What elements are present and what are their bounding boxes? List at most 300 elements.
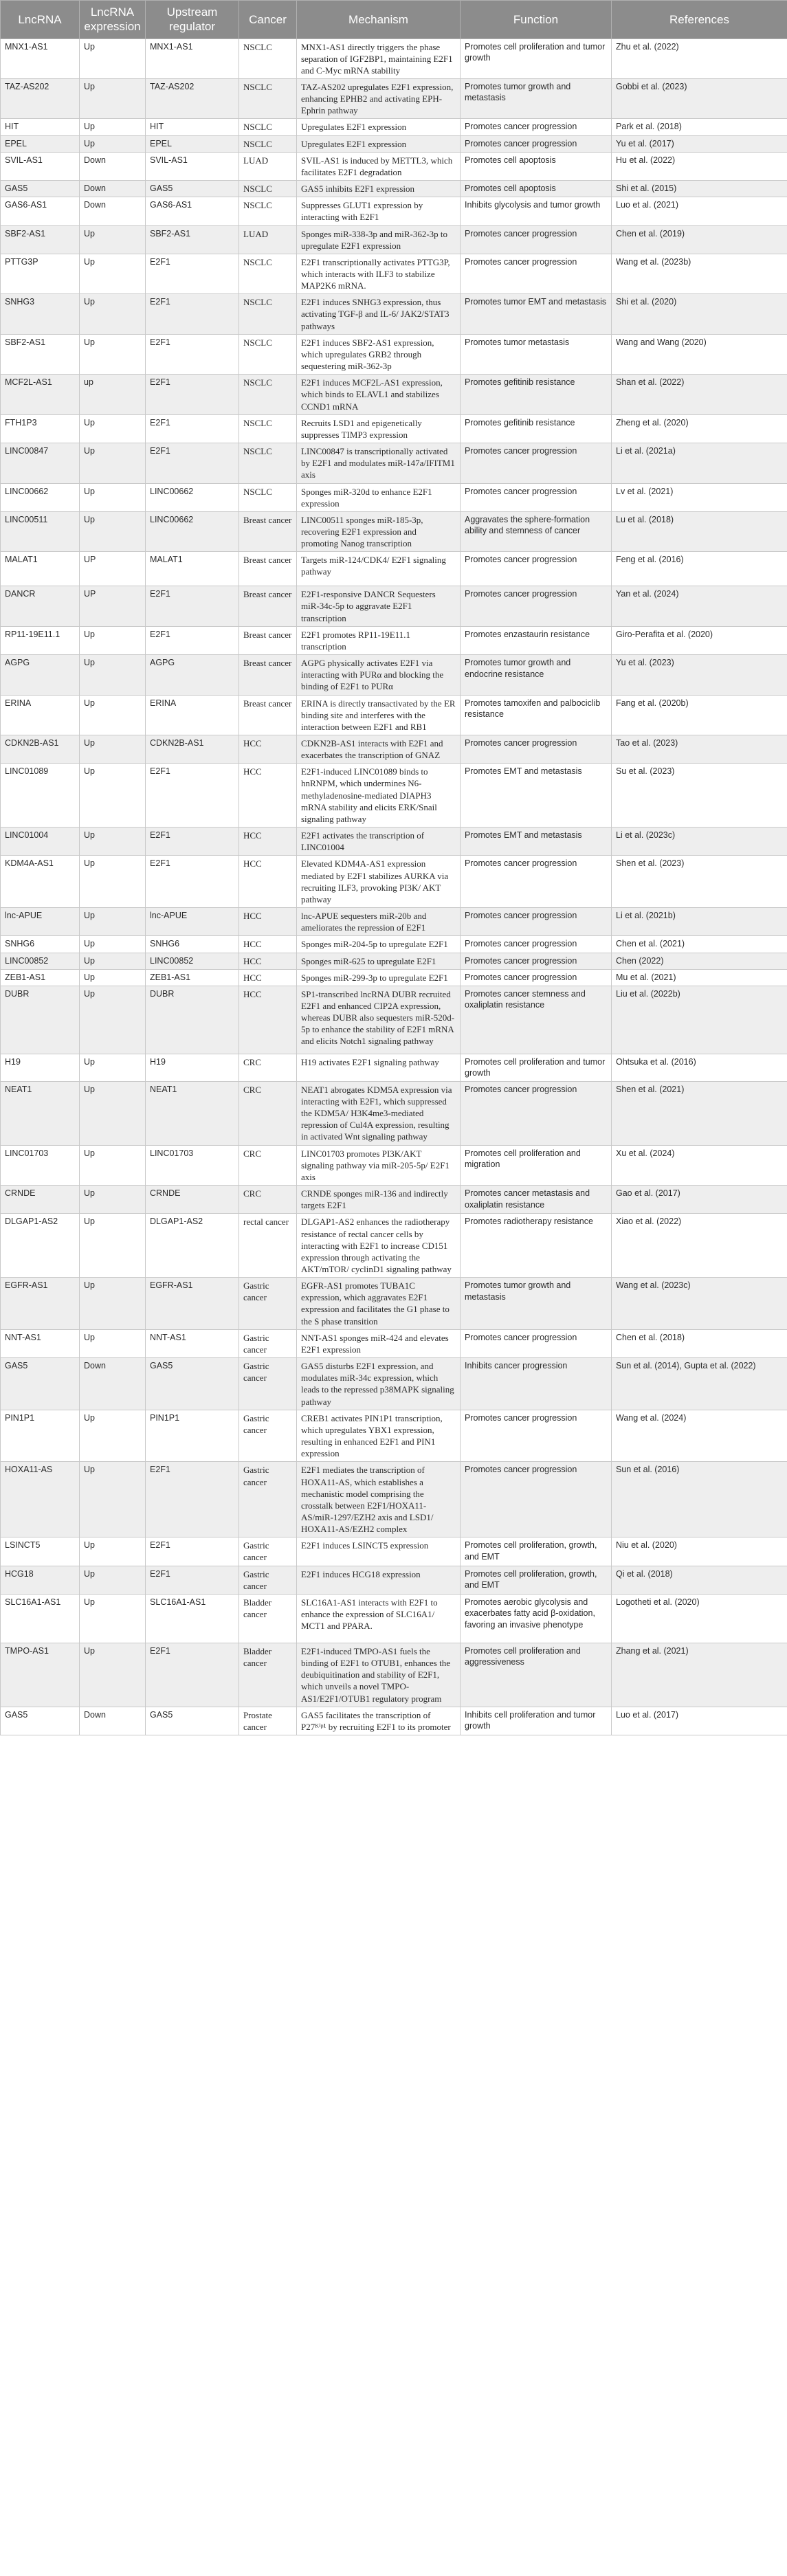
table-row	[1, 908, 787, 936]
lncrna-cell: CDKN2B-AS1	[1, 735, 80, 764]
lncrna-cell: PTTG3P	[1, 254, 80, 293]
expression-cell: Up	[80, 414, 146, 443]
function-cell: Inhibits glycolysis and tumor growth	[461, 197, 612, 225]
mechanism-cell: MNX1-AS1 directly triggers the phase separation of IGF2BP1, maintaining E2F1 and C-Myc mRNA stability	[297, 38, 461, 78]
cancer-cell: Gastric cancer	[239, 1566, 297, 1594]
function-cell: Promotes EMT and metastasis	[461, 828, 612, 856]
table-row	[1, 695, 787, 735]
cancer-cell: CRC	[239, 1186, 297, 1214]
cancer-cell: LUAD	[239, 152, 297, 180]
regulator-cell: SNHG6	[146, 936, 239, 953]
header-cancer: Cancer	[239, 1, 297, 39]
cancer-cell: NSCLC	[239, 78, 297, 118]
cancer-cell: HCC	[239, 986, 297, 1054]
regulator-cell: E2F1	[146, 1537, 239, 1566]
table-row	[1, 1329, 787, 1357]
regulator-cell: ZEB1-AS1	[146, 969, 239, 986]
table-row	[1, 135, 787, 152]
table-row	[1, 197, 787, 225]
expression-cell: Down	[80, 181, 146, 197]
mechanism-cell: EGFR-AS1 promotes TUBA1C expression, which aggravates E2F1 expression and facilitates the G1 phase to the S phase transition	[297, 1278, 461, 1330]
lncrna-cell: ZEB1-AS1	[1, 969, 80, 986]
mechanism-cell: Sponges miR-625 to upregulate E2F1	[297, 953, 461, 969]
lncrna-cell: SNHG6	[1, 936, 80, 953]
cancer-cell: CRC	[239, 1054, 297, 1081]
expression-cell: Up	[80, 1410, 146, 1462]
function-cell: Inhibits cancer progression	[461, 1358, 612, 1410]
cancer-cell: NSCLC	[239, 135, 297, 152]
reference-cell: Chen (2022)	[612, 953, 787, 969]
function-cell: Promotes cancer progression	[461, 483, 612, 511]
expression-cell: Up	[80, 1329, 146, 1357]
reference-cell: Shan et al. (2022)	[612, 375, 787, 414]
mechanism-cell: E2F1 induces MCF2L-AS1 expression, which binds to ELAVL1 and stabilizes CCND1 mRNA	[297, 375, 461, 414]
reference-cell: Li et al. (2023c)	[612, 828, 787, 856]
cancer-cell: HCC	[239, 764, 297, 828]
function-cell: Promotes aerobic glycolysis and exacerbates fatty acid β-oxidation, favoring an invasive phenotype	[461, 1594, 612, 1643]
cancer-cell: rectal cancer	[239, 1214, 297, 1278]
regulator-cell: E2F1	[146, 1462, 239, 1537]
cancer-cell: HCC	[239, 953, 297, 969]
mechanism-cell: DLGAP1-AS2 enhances the radiotherapy resistance of rectal cancer cells by interacting with E2F1 to increase CD151 expression through activating the AKT/mTOR/ cyclinD1 signaling pathway	[297, 1214, 461, 1278]
expression-cell: Down	[80, 197, 146, 225]
mechanism-cell: E2F1-responsive DANCR Sequesters miR-34c-5p to aggravate E2F1 transcription	[297, 586, 461, 626]
mechanism-cell: Sponges miR-338-3p and miR-362-3p to upregulate E2F1 expression	[297, 225, 461, 254]
table-row	[1, 1054, 787, 1081]
header-upstream-regulator: Upstream regulator	[146, 1, 239, 39]
function-cell: Promotes cancer metastasis and oxaliplatin resistance	[461, 1186, 612, 1214]
cancer-cell: NSCLC	[239, 119, 297, 135]
lncrna-cell: ERINA	[1, 695, 80, 735]
cancer-cell: Gastric cancer	[239, 1537, 297, 1566]
reference-cell: Niu et al. (2020)	[612, 1537, 787, 1566]
mechanism-cell: Suppresses GLUT1 expression by interacting with E2F1	[297, 197, 461, 225]
mechanism-cell: GAS5 facilitates the transcription of P27ᴷⁱᵖ¹ by recruiting E2F1 to its promoter	[297, 1707, 461, 1735]
cancer-cell: HCC	[239, 856, 297, 908]
mechanism-cell: Recruits LSD1 and epigenetically suppresses TIMP3 expression	[297, 414, 461, 443]
table-row	[1, 414, 787, 443]
function-cell: Promotes cancer progression	[461, 908, 612, 936]
table-row	[1, 375, 787, 414]
expression-cell: up	[80, 375, 146, 414]
expression-cell: Down	[80, 1707, 146, 1735]
cancer-cell: LUAD	[239, 225, 297, 254]
reference-cell: Logotheti et al. (2020)	[612, 1594, 787, 1643]
function-cell: Promotes cell proliferation and tumor growth	[461, 38, 612, 78]
table-row	[1, 181, 787, 197]
function-cell: Promotes cancer progression	[461, 969, 612, 986]
table-row	[1, 1707, 787, 1735]
expression-cell: Up	[80, 695, 146, 735]
cancer-cell: NSCLC	[239, 254, 297, 293]
mechanism-cell: NNT-AS1 sponges miR-424 and elevates E2F1 expression	[297, 1329, 461, 1357]
lncrna-cell: DLGAP1-AS2	[1, 1214, 80, 1278]
function-cell: Promotes cancer progression	[461, 135, 612, 152]
mechanism-cell: E2F1 mediates the transcription of HOXA11-AS, which establishes a mechanistic model comprising the crosstalk between E2F1/HOXA11-AS/miR-1297/EZH2 axis and LSD1/ HOXA11-AS/EZH2 complex	[297, 1462, 461, 1537]
lncrna-cell: lnc-APUE	[1, 908, 80, 936]
function-cell: Promotes tumor growth and metastasis	[461, 1278, 612, 1330]
cancer-cell: NSCLC	[239, 443, 297, 483]
lncrna-cell: SVIL-AS1	[1, 152, 80, 180]
expression-cell: Up	[80, 655, 146, 695]
table-row	[1, 1358, 787, 1410]
lncrna-cell: SBF2-AS1	[1, 334, 80, 374]
lncrna-cell: LINC01089	[1, 764, 80, 828]
expression-cell: Up	[80, 225, 146, 254]
header-lncrna: LncRNA	[1, 1, 80, 39]
cancer-cell: Bladder cancer	[239, 1643, 297, 1707]
expression-cell: Up	[80, 969, 146, 986]
table-row	[1, 969, 787, 986]
cancer-cell: NSCLC	[239, 414, 297, 443]
reference-cell: Yu et al. (2017)	[612, 135, 787, 152]
table-row	[1, 764, 787, 828]
mechanism-cell: Sponges miR-204-5p to upregulate E2F1	[297, 936, 461, 953]
cancer-cell: Breast cancer	[239, 586, 297, 626]
table-row	[1, 1643, 787, 1707]
mechanism-cell: AGPG physically activates E2F1 via interacting with PURα and blocking the binding of E2F1 to PURα	[297, 655, 461, 695]
cancer-cell: CRC	[239, 1081, 297, 1145]
table-row	[1, 1594, 787, 1643]
regulator-cell: AGPG	[146, 655, 239, 695]
function-cell: Promotes cancer progression	[461, 735, 612, 764]
mechanism-cell: GAS5 disturbs E2F1 expression, and modulates miR-34c expression, which leads to the repressed p38MAPK signaling pathway	[297, 1358, 461, 1410]
cancer-cell: Prostate cancer	[239, 1707, 297, 1735]
cancer-cell: Breast cancer	[239, 695, 297, 735]
expression-cell: Up	[80, 828, 146, 856]
table-row	[1, 119, 787, 135]
mechanism-cell: SVIL-AS1 is induced by METTL3, which facilitates E2F1 degradation	[297, 152, 461, 180]
table-row	[1, 626, 787, 654]
mechanism-cell: E2F1 activates the transcription of LINC01004	[297, 828, 461, 856]
expression-cell: Up	[80, 1081, 146, 1145]
lncrna-cell: GAS5	[1, 181, 80, 197]
function-cell: Promotes cancer progression	[461, 225, 612, 254]
lncrna-cell: GAS5	[1, 1707, 80, 1735]
cancer-cell: NSCLC	[239, 38, 297, 78]
cancer-cell: Breast cancer	[239, 552, 297, 586]
header-row	[1, 1, 787, 39]
reference-cell: Shi et al. (2015)	[612, 181, 787, 197]
reference-cell: Sun et al. (2014), Gupta et al. (2022)	[612, 1358, 787, 1410]
cancer-cell: HCC	[239, 969, 297, 986]
reference-cell: Fang et al. (2020b)	[612, 695, 787, 735]
lncrna-cell: GAS6-AS1	[1, 197, 80, 225]
regulator-cell: E2F1	[146, 1643, 239, 1707]
expression-cell: Up	[80, 1537, 146, 1566]
lncrna-cell: RP11-19E11.1	[1, 626, 80, 654]
expression-cell: Up	[80, 1214, 146, 1278]
expression-cell: Up	[80, 1054, 146, 1081]
expression-cell: UP	[80, 552, 146, 586]
reference-cell: Sun et al. (2016)	[612, 1462, 787, 1537]
reference-cell: Su et al. (2023)	[612, 764, 787, 828]
expression-cell: Up	[80, 294, 146, 334]
table-row	[1, 828, 787, 856]
regulator-cell: NNT-AS1	[146, 1329, 239, 1357]
table-row	[1, 225, 787, 254]
mechanism-cell: E2F1 induces HCG18 expression	[297, 1566, 461, 1594]
reference-cell: Lv et al. (2021)	[612, 483, 787, 511]
function-cell: Promotes enzastaurin resistance	[461, 626, 612, 654]
reference-cell: Ohtsuka et al. (2016)	[612, 1054, 787, 1081]
reference-cell: Gobbi et al. (2023)	[612, 78, 787, 118]
expression-cell: Up	[80, 1145, 146, 1185]
reference-cell: Yan et al. (2024)	[612, 586, 787, 626]
expression-cell: Up	[80, 334, 146, 374]
lncrna-cell: EPEL	[1, 135, 80, 152]
regulator-cell: E2F1	[146, 375, 239, 414]
table-body	[1, 38, 787, 1735]
mechanism-cell: E2F1 transcriptionally activates PTTG3P, which interacts with ILF3 to stabilize MAP2K6 mRNA.	[297, 254, 461, 293]
table-row	[1, 735, 787, 764]
reference-cell: Zhang et al. (2021)	[612, 1643, 787, 1707]
regulator-cell: SLC16A1-AS1	[146, 1594, 239, 1643]
cancer-cell: HCC	[239, 828, 297, 856]
regulator-cell: LINC00662	[146, 483, 239, 511]
expression-cell: Up	[80, 1643, 146, 1707]
table-row	[1, 334, 787, 374]
function-cell: Promotes cancer progression	[461, 936, 612, 953]
regulator-cell: H19	[146, 1054, 239, 1081]
reference-cell: Wang et al. (2023c)	[612, 1278, 787, 1330]
reference-cell: Park et al. (2018)	[612, 119, 787, 135]
function-cell: Promotes tumor growth and endocrine resistance	[461, 655, 612, 695]
function-cell: Promotes cancer progression	[461, 1462, 612, 1537]
regulator-cell: DUBR	[146, 986, 239, 1054]
cancer-cell: NSCLC	[239, 181, 297, 197]
mechanism-cell: CDKN2B-AS1 interacts with E2F1 and exacerbates the transcription of GNAZ	[297, 735, 461, 764]
reference-cell: Hu et al. (2022)	[612, 152, 787, 180]
header-mechanism: Mechanism	[297, 1, 461, 39]
reference-cell: Shen et al. (2023)	[612, 856, 787, 908]
mechanism-cell: NEAT1 abrogates KDM5A expression via interacting with E2F1, which suppressed the KDM5A/ H3K4me3-mediated repression of Cul4A expression, resulting in activated Wnt signaling pathway	[297, 1081, 461, 1145]
lncrna-cell: GAS5	[1, 1358, 80, 1410]
regulator-cell: EGFR-AS1	[146, 1278, 239, 1330]
cancer-cell: Breast cancer	[239, 511, 297, 551]
function-cell: Promotes cancer stemness and oxaliplatin resistance	[461, 986, 612, 1054]
regulator-cell: E2F1	[146, 626, 239, 654]
lncrna-cell: AGPG	[1, 655, 80, 695]
reference-cell: Zheng et al. (2020)	[612, 414, 787, 443]
mechanism-cell: LINC01703 promotes PI3K/AKT signaling pathway via miR-205-5p/ E2F1 axis	[297, 1145, 461, 1185]
lncrna-cell: MCF2L-AS1	[1, 375, 80, 414]
regulator-cell: E2F1	[146, 764, 239, 828]
lncrna-cell: LINC00847	[1, 443, 80, 483]
table-row	[1, 1186, 787, 1214]
regulator-cell: E2F1	[146, 1566, 239, 1594]
lncrna-cell: KDM4A-AS1	[1, 856, 80, 908]
regulator-cell: E2F1	[146, 254, 239, 293]
table-row	[1, 953, 787, 969]
regulator-cell: E2F1	[146, 443, 239, 483]
regulator-cell: LINC00662	[146, 511, 239, 551]
lncrna-cell: NEAT1	[1, 1081, 80, 1145]
function-cell: Promotes EMT and metastasis	[461, 764, 612, 828]
expression-cell: Up	[80, 443, 146, 483]
function-cell: Inhibits cell proliferation and tumor growth	[461, 1707, 612, 1735]
regulator-cell: SVIL-AS1	[146, 152, 239, 180]
lncrna-cell: TMPO-AS1	[1, 1643, 80, 1707]
regulator-cell: ERINA	[146, 695, 239, 735]
table-row	[1, 552, 787, 586]
expression-cell: Up	[80, 119, 146, 135]
function-cell: Promotes cell proliferation, growth, and EMT	[461, 1537, 612, 1566]
mechanism-cell: Sponges miR-320d to enhance E2F1 expression	[297, 483, 461, 511]
table-row	[1, 936, 787, 953]
function-cell: Promotes cancer progression	[461, 119, 612, 135]
mechanism-cell: Targets miR-124/CDK4/ E2F1 signaling pathway	[297, 552, 461, 586]
regulator-cell: GAS5	[146, 181, 239, 197]
reference-cell: Luo et al. (2017)	[612, 1707, 787, 1735]
function-cell: Promotes cell proliferation and migration	[461, 1145, 612, 1185]
cancer-cell: Bladder cancer	[239, 1594, 297, 1643]
mechanism-cell: CREB1 activates PIN1P1 transcription, which upregulates YBX1 expression, resulting in enhanced E2F1 and PIN1 expression	[297, 1410, 461, 1462]
reference-cell: Gao et al. (2017)	[612, 1186, 787, 1214]
mechanism-cell: TAZ-AS202 upregulates E2F1 expression, enhancing EPHB2 and activating EPH-Ephrin pathway	[297, 78, 461, 118]
regulator-cell: EPEL	[146, 135, 239, 152]
regulator-cell: GAS5	[146, 1707, 239, 1735]
table-row	[1, 254, 787, 293]
expression-cell: Down	[80, 1358, 146, 1410]
cancer-cell: CRC	[239, 1145, 297, 1185]
reference-cell: Yu et al. (2023)	[612, 655, 787, 695]
reference-cell: Luo et al. (2021)	[612, 197, 787, 225]
table-row	[1, 152, 787, 180]
regulator-cell: SBF2-AS1	[146, 225, 239, 254]
table-row	[1, 1462, 787, 1537]
table-row	[1, 443, 787, 483]
regulator-cell: TAZ-AS202	[146, 78, 239, 118]
lncrna-cell: DUBR	[1, 986, 80, 1054]
mechanism-cell: GAS5 inhibits E2F1 expression	[297, 181, 461, 197]
table-row	[1, 1410, 787, 1462]
mechanism-cell: E2F1-induced TMPO-AS1 fuels the binding of E2F1 to OTUB1, enhances the deubiquitination and stability of E2F1, which unveils a novel TMPO-AS1/E2F1/OTUB1 regulatory program	[297, 1643, 461, 1707]
table-row	[1, 986, 787, 1054]
lncrna-cell: LINC01703	[1, 1145, 80, 1185]
expression-cell: UP	[80, 586, 146, 626]
regulator-cell: E2F1	[146, 828, 239, 856]
regulator-cell: CDKN2B-AS1	[146, 735, 239, 764]
cancer-cell: Gastric cancer	[239, 1278, 297, 1330]
expression-cell: Up	[80, 764, 146, 828]
reference-cell: Wang and Wang (2020)	[612, 334, 787, 374]
reference-cell: Feng et al. (2016)	[612, 552, 787, 586]
expression-cell: Up	[80, 735, 146, 764]
table-row	[1, 586, 787, 626]
function-cell: Promotes cell proliferation and tumor growth	[461, 1054, 612, 1081]
lncrna-cell: LINC01004	[1, 828, 80, 856]
expression-cell: Up	[80, 953, 146, 969]
regulator-cell: CRNDE	[146, 1186, 239, 1214]
reference-cell: Chen et al. (2018)	[612, 1329, 787, 1357]
cancer-cell: NSCLC	[239, 197, 297, 225]
reference-cell: Lu et al. (2018)	[612, 511, 787, 551]
cancer-cell: NSCLC	[239, 334, 297, 374]
lncrna-cell: DANCR	[1, 586, 80, 626]
expression-cell: Down	[80, 152, 146, 180]
regulator-cell: LINC01703	[146, 1145, 239, 1185]
regulator-cell: LINC00852	[146, 953, 239, 969]
regulator-cell: MNX1-AS1	[146, 38, 239, 78]
table-header	[1, 1, 787, 39]
mechanism-cell: SP1-transcribed lncRNA DUBR recruited E2F1 and enhanced CIP2A expression, whereas DUBR also sequesters miR-520d-5p to enhance the stability of E2F1 mRNA and elicits Notch1 signaling pathway	[297, 986, 461, 1054]
cancer-cell: Gastric cancer	[239, 1410, 297, 1462]
table-row	[1, 511, 787, 551]
lncrna-cell: HCG18	[1, 1566, 80, 1594]
table-row	[1, 294, 787, 334]
expression-cell: Up	[80, 1566, 146, 1594]
expression-cell: Up	[80, 626, 146, 654]
mechanism-cell: E2F1 induces LSINCT5 expression	[297, 1537, 461, 1566]
function-cell: Promotes gefitinib resistance	[461, 414, 612, 443]
regulator-cell: E2F1	[146, 294, 239, 334]
regulator-cell: E2F1	[146, 586, 239, 626]
expression-cell: Up	[80, 1186, 146, 1214]
mechanism-cell: SLC16A1-AS1 interacts with E2F1 to enhance the expression of SLC16A1/ MCT1 and PPARA.	[297, 1594, 461, 1643]
table-row	[1, 1214, 787, 1278]
header-lncrna-expression: LncRNA expression	[80, 1, 146, 39]
expression-cell: Up	[80, 1594, 146, 1643]
function-cell: Promotes cancer progression	[461, 953, 612, 969]
function-cell: Promotes cancer progression	[461, 856, 612, 908]
mechanism-cell: E2F1 induces SNHG3 expression, thus activating TGF-β and IL-6/ JAK2/STAT3 pathways	[297, 294, 461, 334]
table-row	[1, 1145, 787, 1185]
lncrna-cell: MNX1-AS1	[1, 38, 80, 78]
function-cell: Promotes cancer progression	[461, 552, 612, 586]
regulator-cell: MALAT1	[146, 552, 239, 586]
function-cell: Promotes tamoxifen and palbociclib resistance	[461, 695, 612, 735]
regulator-cell: E2F1	[146, 334, 239, 374]
lncrna-cell: LSINCT5	[1, 1537, 80, 1566]
lncrna-cell: LINC00852	[1, 953, 80, 969]
expression-cell: Up	[80, 908, 146, 936]
regulator-cell: HIT	[146, 119, 239, 135]
reference-cell: Wang et al. (2024)	[612, 1410, 787, 1462]
mechanism-cell: Elevated KDM4A-AS1 expression mediated by E2F1 stabilizes AURKA via recruiting ILF3, provoking PI3K/ AKT pathway	[297, 856, 461, 908]
mechanism-cell: Upregulates E2F1 expression	[297, 135, 461, 152]
table-row	[1, 1566, 787, 1594]
reference-cell: Xiao et al. (2022)	[612, 1214, 787, 1278]
regulator-cell: E2F1	[146, 414, 239, 443]
cancer-cell: Gastric cancer	[239, 1329, 297, 1357]
table-row	[1, 1537, 787, 1566]
function-cell: Aggravates the sphere-formation ability and stemness of cancer	[461, 511, 612, 551]
cancer-cell: Gastric cancer	[239, 1462, 297, 1537]
mechanism-cell: ERINA is directly transactivated by the ER binding site and interferes with the interaction between E2F1 and RB1	[297, 695, 461, 735]
mechanism-cell: E2F1-induced LINC01089 binds to hnRNPM, which undermines N6-methyladenosine-mediated DIAPH3 mRNA stability and elicits ERK/Snail signaling pathway	[297, 764, 461, 828]
regulator-cell: GAS6-AS1	[146, 197, 239, 225]
reference-cell: Mu et al. (2021)	[612, 969, 787, 986]
function-cell: Promotes tumor EMT and metastasis	[461, 294, 612, 334]
function-cell: Promotes tumor metastasis	[461, 334, 612, 374]
function-cell: Promotes cancer progression	[461, 1081, 612, 1145]
expression-cell: Up	[80, 254, 146, 293]
mechanism-cell: LINC00511 sponges miR-185-3p, recovering E2F1 expression and promoting Nanog transcription	[297, 511, 461, 551]
table-row	[1, 78, 787, 118]
lncrna-cell: TAZ-AS202	[1, 78, 80, 118]
function-cell: Promotes cell proliferation and aggressiveness	[461, 1643, 612, 1707]
cancer-cell: HCC	[239, 735, 297, 764]
function-cell: Promotes cell apoptosis	[461, 181, 612, 197]
expression-cell: Up	[80, 38, 146, 78]
table-row	[1, 1081, 787, 1145]
reference-cell: Li et al. (2021b)	[612, 908, 787, 936]
cancer-cell: Breast cancer	[239, 655, 297, 695]
reference-cell: Chen et al. (2019)	[612, 225, 787, 254]
cancer-cell: NSCLC	[239, 375, 297, 414]
table-row	[1, 655, 787, 695]
